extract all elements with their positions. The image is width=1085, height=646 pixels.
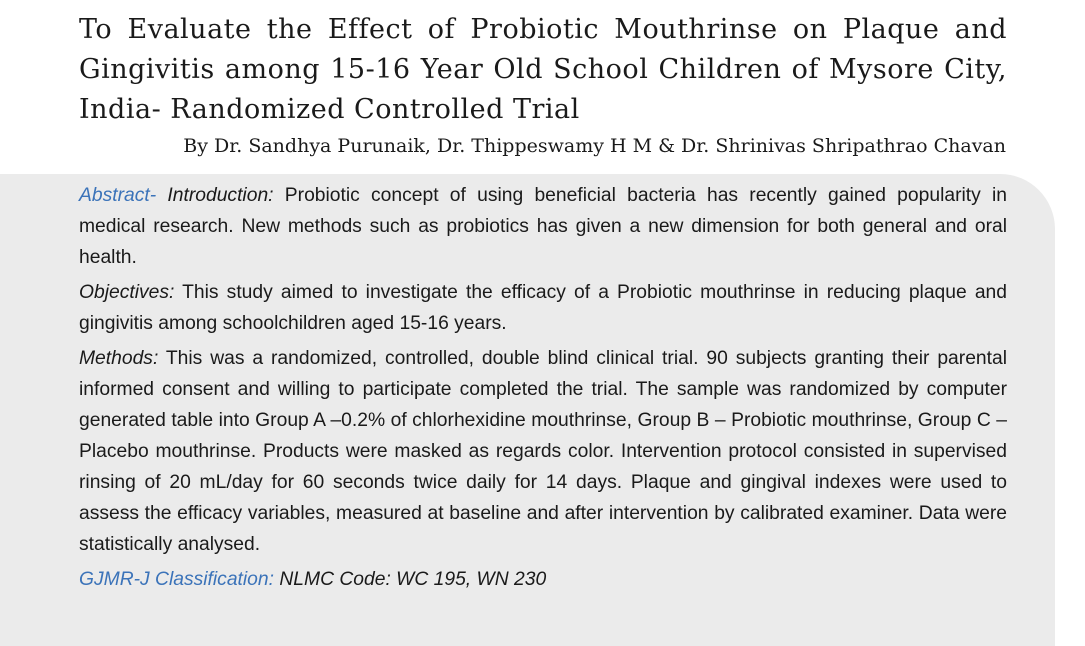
title-line: Gingivitis among 15-16 Year Old School Children of Mysore City, [79, 54, 1007, 85]
methods-text: This was a randomized, controlled, double blind clinical trial. 90 subjects granting their parental informed consent and willing to participate completed the trial. The sample was randomized by computer generated table into Group A –0.2% of chlorhexidine mouthrinse, Group B – Probiotic mouthrinse, Group C – Placebo mouthrinse. Products were masked as regards color. Intervention protocol consisted in supervised rinsing of 20 mL/day for 60 seconds twice daily for 14 days. Plaque and gingival indexes were used to assess the efficacy variables, measured at baseline and after intervention by calibrated examiner. Data were statistically analysed. [79, 348, 1008, 555]
title-line: To Evaluate the Effect of Probiotic Mouthrinse on Plaque and [79, 14, 1007, 45]
paper-title [79, 10, 1007, 130]
introduction-label: Introduction: [167, 185, 274, 206]
author-list: By Dr. Sandhya Purunaik, Dr. Thippeswamy H M & Dr. Shrinivas Shripathrao Chavan [183, 135, 1006, 157]
title-line: India- Randomized Controlled Trial [79, 94, 580, 125]
classification-label: GJMR-J Classification: [79, 569, 274, 590]
abstract-introduction [79, 180, 1007, 273]
title-block [79, 10, 1007, 159]
classification-text: NLMC Code: WC 195, WN 230 [279, 569, 547, 590]
objectives-label: Objectives: [79, 282, 175, 303]
abstract-methods [79, 343, 1007, 560]
objectives-text: This study aimed to investigate the efficacy of a Probiotic mouthrinse in reducing plaque and gingivitis among schoolchildren aged 15-16 years. [79, 282, 1007, 334]
introduction-text: Probiotic concept of using beneficial bacteria has recently gained popularity in medical research. New methods such as probiotics has given a new dimension for both general and oral health. [79, 185, 1008, 268]
abstract [79, 180, 1007, 599]
abstract-objectives [79, 277, 1007, 339]
abstract-label: Abstract- [79, 185, 157, 206]
abstract-classification [79, 564, 1007, 595]
methods-label: Methods: [79, 348, 159, 369]
